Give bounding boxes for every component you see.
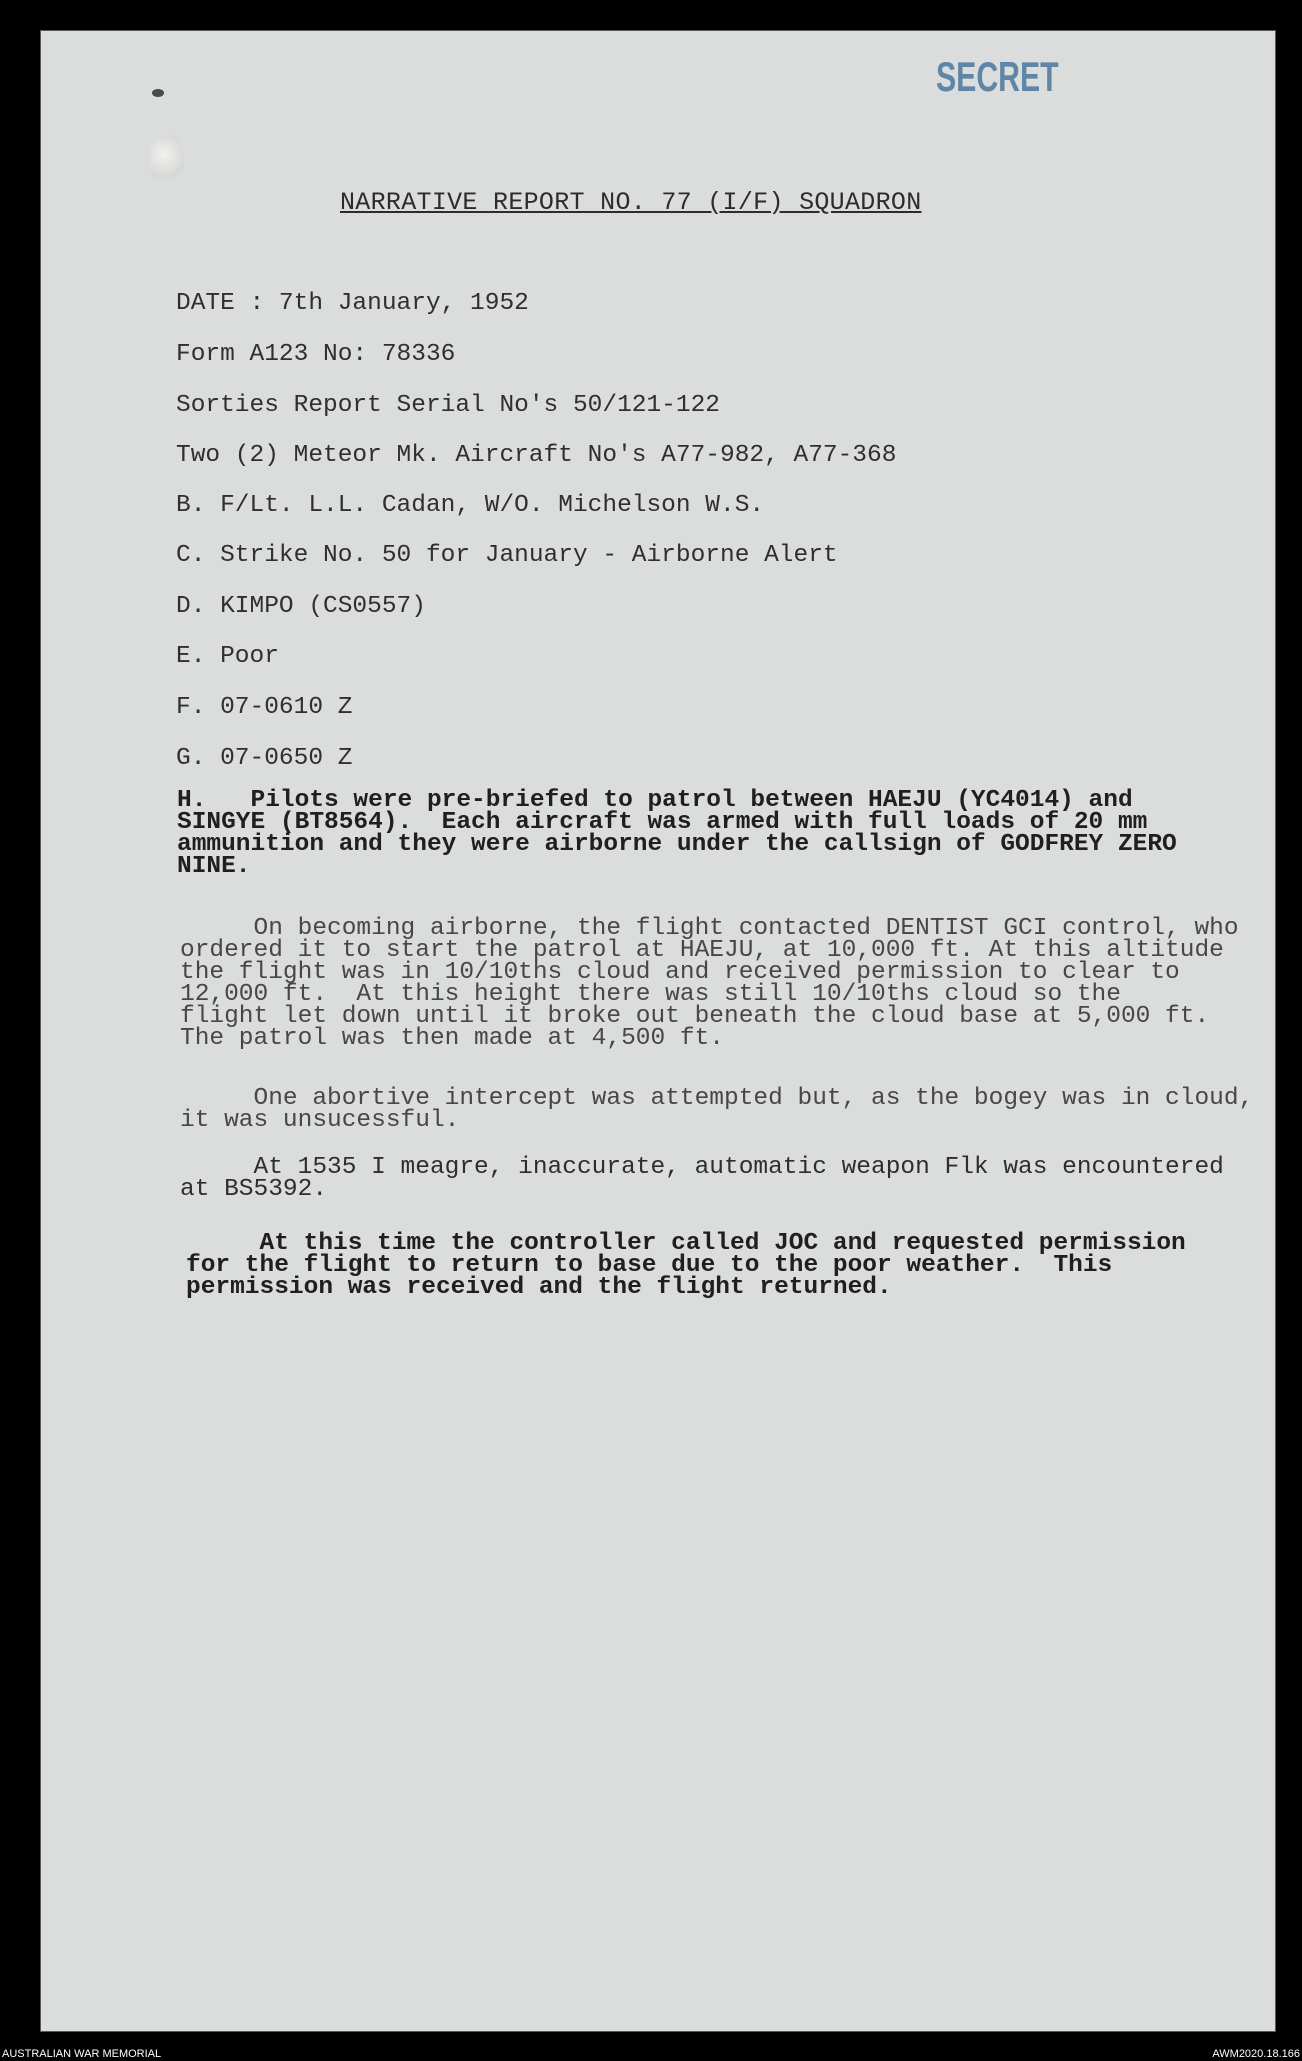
field-e-weather: E. Poor <box>176 643 279 670</box>
field-form: Form A123 No: 78336 <box>176 341 456 368</box>
field-aircraft: Two (2) Meteor Mk. Aircraft No's A77-982, A77-368 <box>176 442 897 469</box>
paragraph-intercept: One abortive intercept was attempted but, as the bogey was in cloud, it was unsucessful. <box>180 1085 1254 1134</box>
field-date: DATE : 7th January, 1952 <box>176 290 529 317</box>
report-title: NARRATIVE REPORT NO. 77 (I/F) SQUADRON <box>340 188 922 217</box>
paragraph-h-briefing: H. Pilots were pre-briefed to patrol between HAEJU (YC4014) and SINGYE (BT8564). Each aircraft was armed with full loads of 20 mm ammunition and they were airborne under the callsign of GODFREY ZERO NINE. <box>177 787 1177 880</box>
secret-stamp: SECRET <box>936 53 1059 100</box>
field-f-time: F. 07-0610 Z <box>176 694 353 721</box>
paragraph-flak: At 1535 I meagre, inaccurate, automatic weapon Flk was encountered at BS5392. <box>180 1154 1224 1203</box>
field-sorties: Sorties Report Serial No's 50/121-122 <box>176 392 720 419</box>
field-c-strike: C. Strike No. 50 for January - Airborne Alert <box>176 542 838 569</box>
field-b-pilots: B. F/Lt. L.L. Cadan, W/O. Michelson W.S. <box>176 492 765 519</box>
paragraph-airborne: On becoming airborne, the flight contacted DENTIST GCI control, who ordered it to start the patrol at HAEJU, at 10,000 ft. At this altitude the flight was in 10/10ths cloud and received permission to clear to 12,000 ft. At this height there was still 10/10ths cloud so the flight let down until it broke out beneath the cloud base at 5,000 ft. The patrol was then made at 4,500 ft. <box>180 915 1239 1052</box>
field-g-time: G. 07-0650 Z <box>176 745 353 772</box>
footer-institution: AUSTRALIAN WAR MEMORIAL <box>2 2048 162 2060</box>
paper-tear <box>150 135 184 185</box>
field-d-base: D. KIMPO (CS0557) <box>176 593 426 620</box>
footer-accession: AWM2020.18.166 <box>1212 2048 1300 2060</box>
paragraph-return: At this time the controller called JOC and requested permission for the flight to return to base due to the poor weather. This permission was received and the flight returned. <box>186 1230 1186 1301</box>
staple-hole <box>152 89 164 97</box>
